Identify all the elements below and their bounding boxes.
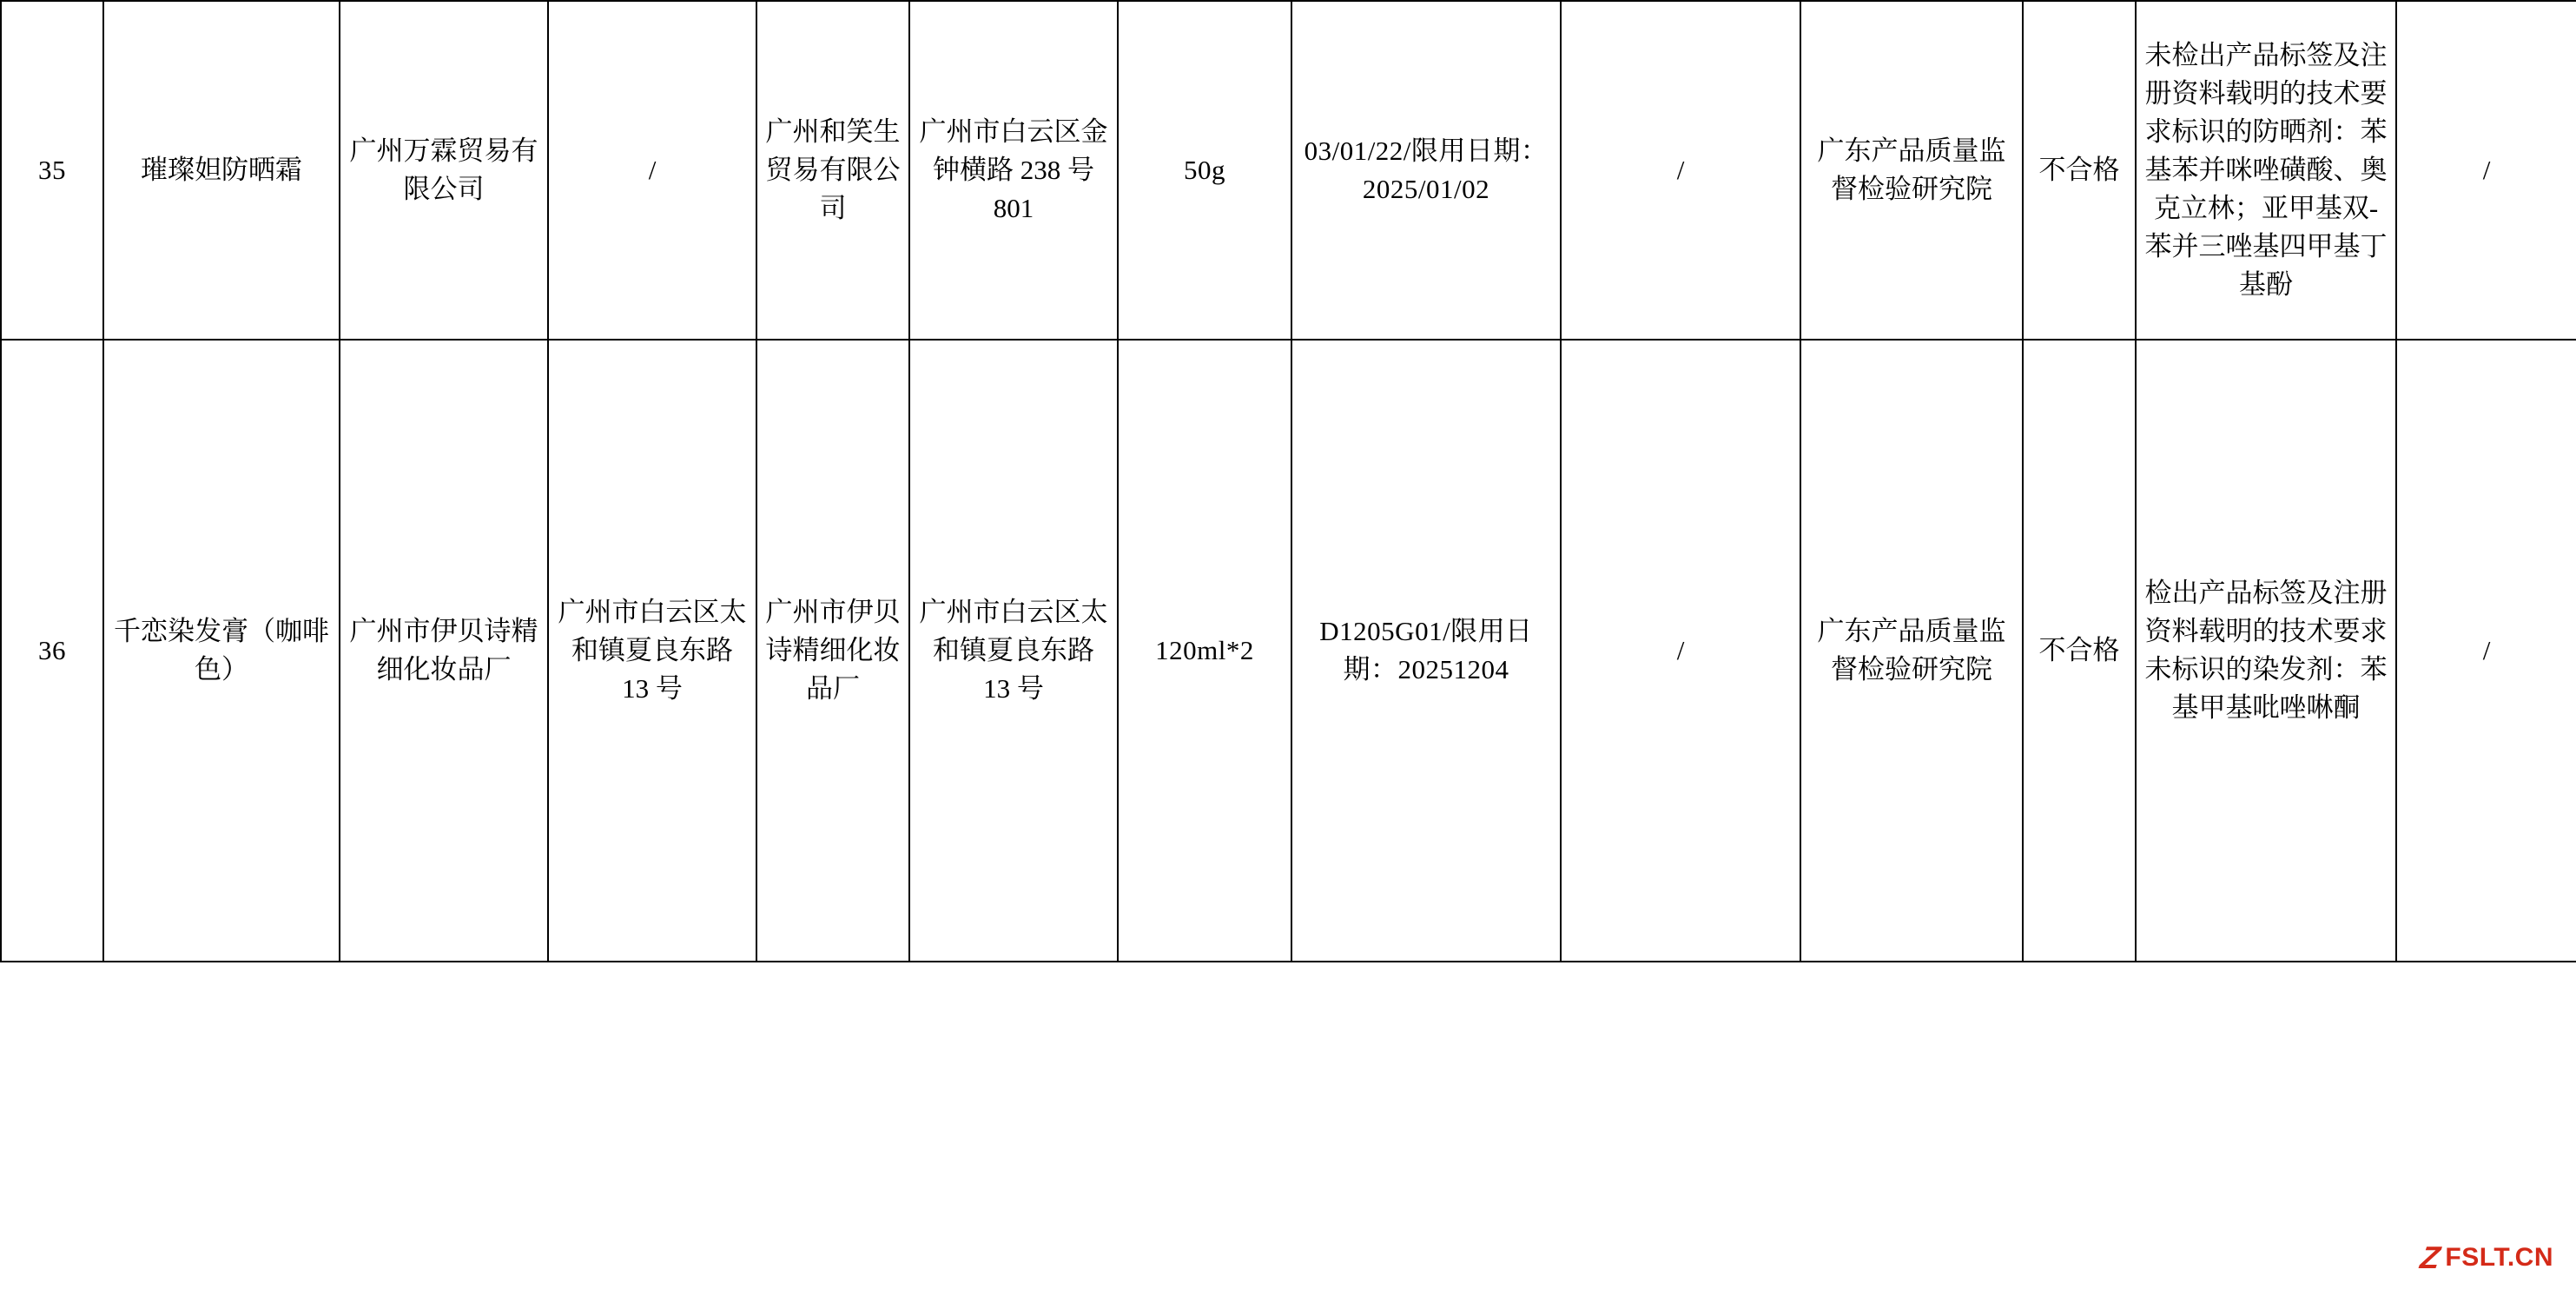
blank-text: / [1676, 154, 1685, 185]
sampled-unit-text: 广州市伊贝诗精细化妆品厂 [765, 596, 901, 704]
product-name-cell [103, 340, 340, 962]
remark-cell [2396, 340, 2576, 962]
producer-text: 广州万霖贸易有限公司 [349, 135, 538, 204]
spec-cell [1118, 340, 1291, 962]
batch-text: D1205G01/限用日期：20251204 [1319, 615, 1533, 684]
product-name-cell [103, 1, 340, 340]
table-row [1, 340, 2576, 962]
inspection-org-cell [1800, 1, 2023, 340]
producer-address-cell [548, 340, 756, 962]
sampled-address-text: 广州市白云区太和镇夏良东路 13 号 [919, 596, 1108, 704]
sampled-unit-text: 广州和笑生贸易有限公司 [765, 116, 901, 223]
producer-address-text: 广州市白云区太和镇夏良东路 13 号 [558, 596, 747, 704]
conclusion-cell [2023, 1, 2136, 340]
producer-cell [340, 1, 548, 340]
sampled-address-cell [909, 1, 1118, 340]
spec-text: 50g [1184, 154, 1225, 185]
watermark-text: FSLT.CN [2445, 1243, 2553, 1272]
producer-address-text: / [648, 154, 657, 185]
row-index-cell [1, 340, 103, 962]
nonconforming-items-text: 未检出产品标签及注册资料载明的技术要求标识的防晒剂：苯基苯并咪唑磺酸、奥克立林；亚甲基双-苯并三唑基四甲基丁基酚 [2144, 39, 2388, 301]
conclusion-text: 不合格 [2038, 154, 2120, 185]
row-index-cell [1, 1, 103, 340]
nonconforming-items-text: 检出产品标签及注册资料载明的技术要求未标识的染发剂：苯基甲基吡唑啉酮 [2144, 577, 2388, 724]
row-index-text: 35 [38, 154, 66, 185]
conclusion-text: 不合格 [2038, 634, 2120, 665]
producer-text: 广州市伊贝诗精细化妆品厂 [349, 615, 538, 684]
inspection-org-text: 广东产品质量监督检验研究院 [1817, 615, 2006, 684]
producer-cell [340, 340, 548, 962]
batch-text: 03/01/22/限用日期：2025/01/02 [1304, 135, 1549, 204]
table-row [1, 1, 2576, 340]
product-name-text: 璀璨妲防晒霜 [141, 154, 302, 185]
nonconforming-items-cell [2136, 1, 2396, 340]
batch-cell [1291, 1, 1561, 340]
remark-text: / [2482, 154, 2491, 185]
remark-cell [2396, 1, 2576, 340]
conclusion-cell [2023, 340, 2136, 962]
spec-cell [1118, 1, 1291, 340]
remark-text: / [2482, 634, 2491, 665]
spec-text: 120ml*2 [1155, 634, 1254, 665]
blank-cell [1561, 340, 1800, 962]
sampled-address-text: 广州市白云区金钟横路 238 号801 [919, 116, 1108, 223]
producer-address-cell [548, 1, 756, 340]
sampled-unit-cell [756, 1, 909, 340]
blank-text: / [1676, 634, 1685, 665]
watermark-logo-icon: Z [2418, 1240, 2443, 1275]
batch-cell [1291, 340, 1561, 962]
site-watermark [2418, 1240, 2553, 1275]
sampled-address-cell [909, 340, 1118, 962]
product-name-text: 千恋染发膏（咖啡色） [114, 615, 329, 684]
sampled-unit-cell [756, 340, 909, 962]
nonconforming-items-cell [2136, 340, 2396, 962]
inspection-org-text: 广东产品质量监督检验研究院 [1817, 135, 2006, 204]
inspection-org-cell [1800, 340, 2023, 962]
row-index-text: 36 [38, 634, 66, 665]
blank-cell [1561, 1, 1800, 340]
